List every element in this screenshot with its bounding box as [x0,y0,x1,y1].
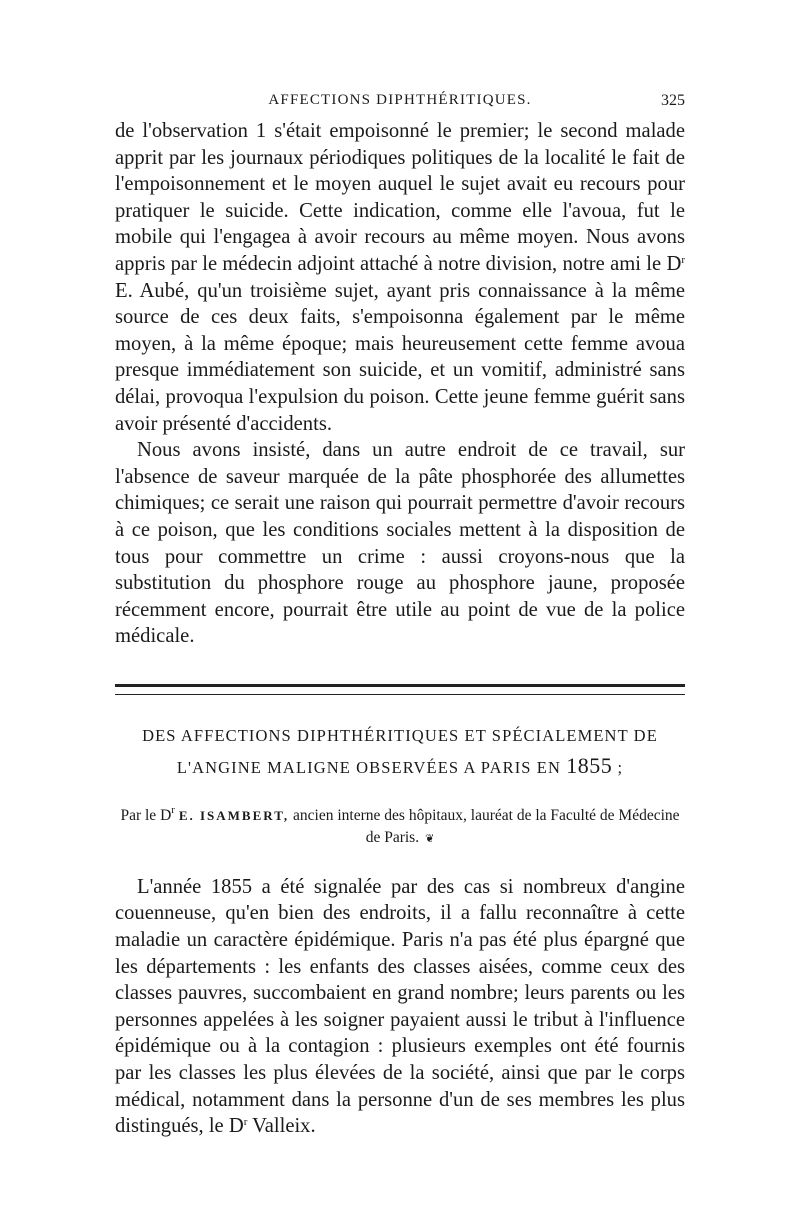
byline [115,805,685,850]
title-line-1: DES AFFECTIONS DIPHTHÉRITIQUES ET SPÉCIALEMENT DE [142,725,658,745]
article-title [115,721,685,783]
paragraph-text: de l'observation 1 s'était empoisonné le premier; le second malade apprit par les journaux périodiques politiques de la localité le fait de l'empoisonnement et le moyen auquel le sujet avait eu recours pour pratiquer le suicide. Cette indication, comme elle l'avoua, fut le mobile qui l'engagea à avoir recours au même moyen. Nous avons appris par le médecin adjoint attaché à notre division, notre ami le D [115,120,685,275]
superscript: r [171,803,175,816]
paragraph-text: Valleix. [247,1115,316,1138]
paragraph: Nous avons insisté, dans un autre endroit de ce travail, sur l'absence de saveur marquée de la pâte phosphorée des allumettes chimiques; ce serait une raison qui pourrait permettre d'avoir recours à ce poison, que les conditions sociales mettent à la disposition de tous pour commettre un crime : aussi croyons-nous que la substitution du phosphore rouge au phosphore jaune, proposée récemment encore, pourrait être utile au point de vue de la police médicale. [115,439,685,648]
paragraph [115,874,685,1140]
author-credentials: ancien interne des hôpitaux, lauréat de la Faculté de Médecine de Paris. [289,806,680,846]
paragraph-text: E. Aubé, qu'un troisième sujet, ayant pris connaissance à la même source de ces deux faits, s'empoisonna également par le même moyen, à la même époque; mais heureusement cette femme avoua presque immédiatement son suicide, et un vomitif, administré sans délai, provoqua l'expulsion du poison. Cette jeune femme guérit sans avoir présenté d'accidents. [115,279,685,435]
title-punctuation: ; [617,757,624,777]
superscript: r [243,1116,248,1129]
title-line-2 [115,751,685,783]
running-head [115,92,685,118]
article-body [115,874,685,1140]
page-number: 325 [661,92,685,109]
author-name: E. ISAMBERT, [178,807,290,823]
book-page [115,92,685,1140]
title-text: L'ANGINE MALIGNE OBSERVÉES A PARIS EN [176,757,561,777]
byline-prefix: Par le D [120,806,172,824]
title-year: 1855 [566,752,613,778]
ornament-icon: ❦ [425,832,435,845]
paragraph-text: L'année 1855 a été signalée par des cas si nombreux d'angine couenneuse, qu'en bien des endroits, il a fallu reconnaître à cette maladie un caractère épidémique. Paris n'a pas été plus épargné que les départements : les enfants des classes aisées, comme ceux des classes pauvres, succombaient en grand nombre; leurs parents ou les personnes appelées à les soigner payaient aussi le tribut à l'influence épidémique ou à la contagion : plusieurs exemples ont été fournis par les classes les plus élevées de la société, ainsi que par le corps médical, notamment dans la personne d'un de ses membres les plus distingués, le D [115,875,685,1138]
running-title: AFFECTIONS DIPHTHÉRITIQUES. [268,92,532,108]
superscript: r [681,253,685,266]
previous-article-text [115,118,685,650]
section-divider [115,684,685,695]
paragraph [115,118,685,437]
